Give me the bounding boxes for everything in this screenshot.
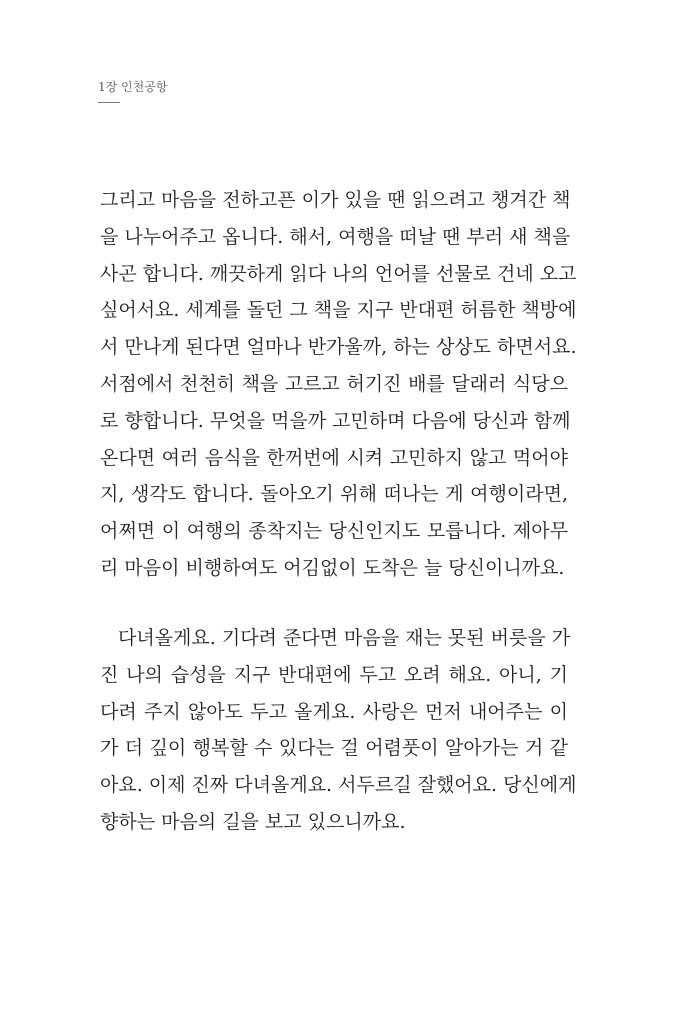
text-line: 로 향합니다. 무엇을 먹을까 고민하며 다음에 당신과 함께 xyxy=(100,409,571,432)
text-line: 서점에서 천천히 책을 고르고 허기진 배를 달래러 식당으 xyxy=(100,373,568,395)
text-line: 서 만나게 된다면 얼마나 반가울까, 하는 상상도 하면서요. xyxy=(100,336,577,359)
text-line: 사곤 합니다. 깨끗하게 읽다 나의 언어를 선물로 건네 오고 xyxy=(100,262,577,285)
text-line: 아요. 이제 진짜 다녀올게요. 서두르길 잘했어요. 당신에게 xyxy=(100,774,577,797)
text-line: 을 나누어주고 옵니다. 해서, 여행을 떠날 땐 부러 새 책을 xyxy=(100,225,571,248)
text-line: 지, 생각도 합니다. 돌아오기 위해 떠나는 게 여행이라면, xyxy=(100,483,568,506)
header-divider xyxy=(98,102,120,103)
text-line: 진 나의 습성을 지구 반대편에 두고 오려 해요. 아니, 기 xyxy=(100,663,568,686)
text-line: 다녀올게요. 기다려 준다면 마음을 재는 못된 버릇을 가 xyxy=(118,627,571,649)
running-header: 1장 인천공항 xyxy=(98,80,168,94)
text-line: 싶어서요. 세계를 돌던 그 책을 지구 반대편 허름한 책방에 xyxy=(100,299,577,322)
text-line: 온다면 여러 음식을 한꺼번에 시켜 고민하지 않고 먹어야 xyxy=(100,446,568,469)
text-line: 리 마음이 비행하여도 어김없이 도착은 늘 당신이니까요. xyxy=(100,557,565,579)
text-line: 가 더 깊이 행복할 수 있다는 걸 어렴풋이 알아가는 거 같 xyxy=(100,737,568,760)
text-line: 그리고 마음을 전하고픈 이가 있을 땐 읽으려고 챙겨간 책 xyxy=(100,189,571,211)
text-line: 다려 주지 않아도 두고 올게요. 사랑은 먼저 내어주는 이 xyxy=(100,700,568,723)
text-line: 어쩌면 이 여행의 종착지는 당신인지도 모릅니다. 제아무 xyxy=(100,520,568,543)
text-line: 향하는 마음의 길을 보고 있으니까요. xyxy=(100,811,406,833)
